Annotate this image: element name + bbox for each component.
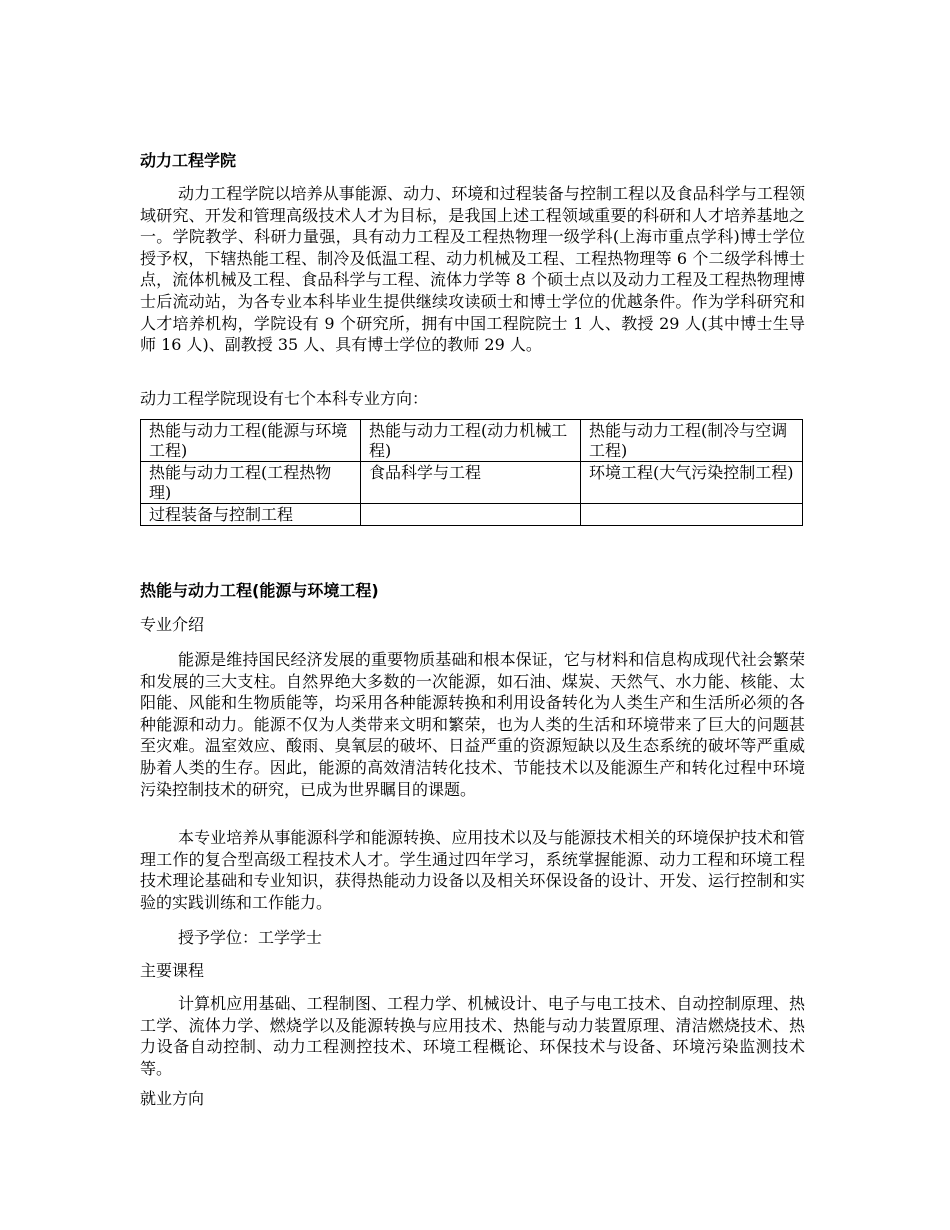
degree-text: 授予学位：工学学士 <box>178 928 323 947</box>
table-cell <box>361 504 581 526</box>
table-cell: 环境工程(大气污染控制工程) <box>581 462 803 504</box>
table-row <box>141 462 803 504</box>
intro-paragraph-2: 本专业培养从事能源科学和能源转换、应用技术以及与能源技术相关的环境保护技术和管理工作的复合型高级工程技术人才。学生通过四年学习，系统掌握能源、动力工程和环境工程技术理论基础和专业知识，获得热能动力设备以及相关环保设备的设计、开发、运行控制和实验的实践训练和工作能力。 <box>140 828 805 912</box>
table-cell: 热能与动力工程(动力机械工程) <box>361 420 581 462</box>
table-cell: 热能与动力工程(工程热物理) <box>141 462 361 504</box>
courses-paragraph: 计算机应用基础、工程制图、工程力学、机械设计、电子与电工技术、自动控制原理、热工学、流体力学、燃烧学以及能源转换与应用技术、热能与动力装置原理、清洁燃烧技术、热力设备自动控制、动力工程测控技术、环境工程概论、环保技术与设备、环境污染监测技术等。 <box>140 994 805 1078</box>
table-row <box>141 420 803 462</box>
table-cell <box>581 504 803 526</box>
majors-intro-text: 动力工程学院现设有七个本科专业方向： <box>140 389 429 408</box>
major-title: 热能与动力工程(能源与环境工程) <box>140 581 379 600</box>
table-row <box>141 504 803 526</box>
intro-paragraph-1: 能源是维持国民经济发展的重要物质基础和根本保证，它与材料和信息构成现代社会繁荣和发展的三大支柱。自然界绝大多数的一次能源，如石油、煤炭、天然气、水力能、核能、太阳能、风能和生物质能等，均采用各种能源转换和利用设备转化为人类生产和生活所必须的各种能源和动力。能源不仅为人类带来文明和繁荣，也为人类的生活和环境带来了巨大的问题甚至灾难。温室效应、酸雨、臭氧层的破坏、日益严重的资源短缺以及生态系统的破坏等严重威胁着人类的生存。因此，能源的高效清洁转化技术、节能技术以及能源生产和转化过程中环境污染控制技术的研究，已成为世界瞩目的课题。 <box>140 650 805 799</box>
table-cell: 食品科学与工程 <box>361 462 581 504</box>
school-title: 动力工程学院 <box>140 151 237 170</box>
majors-table <box>140 419 803 526</box>
table-cell: 热能与动力工程(能源与环境工程) <box>141 420 361 462</box>
career-heading: 就业方向 <box>140 1089 205 1108</box>
school-intro-paragraph: 动力工程学院以培养从事能源、动力、环境和过程装备与控制工程以及食品科学与工程领域研究、开发和管理高级技术人才为目标，是我国上述工程领域重要的科研和人才培养基地之一。学院教学、科研力量强，具有动力工程及工程热物理一级学科(上海市重点学科)博士学位授予权，下辖热能工程、制冷及低温工程、动力机械及工程、工程热物理等 6 个二级学科博士点，流体机械及工程、食品科学与工程、流体力学等 8 个硕士点以及动力工程及工程热物理博士后流动站，为各专业本科毕业生提供继续攻读硕士和博士学位的优越条件。作为学科研究和人才培养机构，学院设有 9 个研究所，拥有中国工程院院士 1 人、教授 29 人(其中博士生导师 16 人)、副教授 35 人、具有博士学位的教师 29 人。 <box>140 184 805 355</box>
table-cell: 热能与动力工程(制冷与空调工程) <box>581 420 803 462</box>
table-cell: 过程装备与控制工程 <box>141 504 361 526</box>
courses-heading: 主要课程 <box>140 961 205 980</box>
intro-heading: 专业介绍 <box>140 615 205 634</box>
